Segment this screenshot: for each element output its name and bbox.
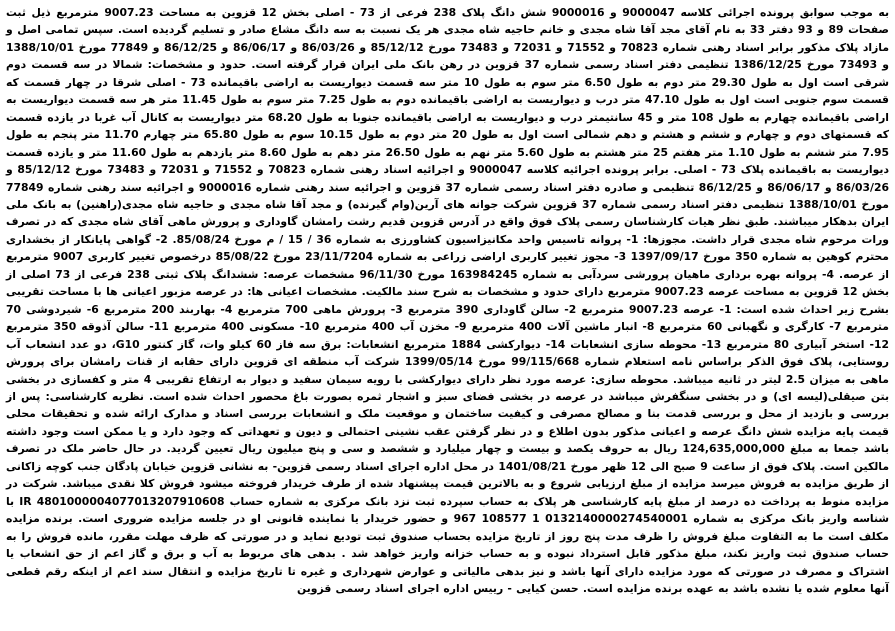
auction-notice-text: به موجب سوابق پرونده اجرائی کلاسه 9000047 و 9000016 شش دانگ پلاک 238 فرعی از 73 - اصلی بخش 12 قزوین به مساحت 9007.23 مترمربع ذیل ثبت صفحات 89 و 93 دفتر 33 به نام آقای مجد آقا شاه مجدی و خانم حاجیه شاه مجدی هر یک نسبت به سه دانگ مشاع صادر و تسلیم گردیده است. سپس تمامی اصل و مازاد پلاک مذکور برابر اسناد رهنی شماره 70823 و 71552 و 72031 و 73483 مورخ 85/12/12 و 86/03/26 و 86/06/17 و 86/12/25 و 77849 مورخ 1388/10/01 و 73493 مورخ 1386/12/25 تنظیمی دفتر اسناد رسمی شماره 37 قزوین در رهن بانک ملی ایران قرار گرفته است. حدود و مشخصات: شمالا در سه قسمت دوم شرقی است اول به طول 29.30 متر دوم به طول 6.50 متر سوم به طول 10 متر سه قسمت دیواریست به اراضی باقیمانده 73 - اصلی شرقا در چهار قسمت که قسمت سوم جنوبی است اول به طول 47.10 متر درب و دیواریست به اراضی باقیمانده دوم به طول 7.25 متر سوم به طول 11.45 متر هر سه قسمت دیواریست به اراضی باقیمانده چهارم به طول 108 متر و 45 سانتیمتر درب و دیواریست به اراضی باقیمانده جنوبا به طول 68.20 متر دیواریست به کانال آب غربا در یازده قسمت که قسمتهای دوم و چهارم و ششم و هشتم و دهم شمالی است اول به طول 20 متر دوم به طول 10.15 سوم به طول 65.80 متر چهارم 11.70 متر پنجم به طول 7.95 متر ششم به طول 1.10 متر هفتم 25 متر هشتم به طول 5.60 متر نهم به طول 26.50 متر دهم به طول 8.60 متر یازدهم به طول 11.60 متر و یازده قسمت دیواریست به باقیمانده پلاک 73 - اصلی. برابر پرونده اجرائیه کلاسه 9000047 و اجرائیه اسناد رهنی شماره 70823 و 71552 و 72031 و 73483 مورخ 85/12/12 و 86/03/26 و 86/06/17 و 86/12/25 تنظیمی و صادره دفتر اسناد رسمی شماره 37 قزوین و اجرائیه سند رهنی شماره 9000016 و اجرائیه سند رهنی شماره 77849 مورخ 1388/10/01 تنظیمی دفتر اسناد رسمی شماره 37 قزوین شرکت جوانه های آرین(وام گیرنده) و مجد آقا شاه مجدی و حاجیه شاه مجدی(راهنین) به بانک ملی ایران بدهکار میباشند. طبق نظر هیات کارشناسان رسمی پلاک فوق واقع در آدرس قزوین قدیم رشت رامشان گاوداری و پرورش ماهی آقای شاه مجدی که در تصرف ورات مرحوم شاه مجدی قرار داشت. مجوزها: 1- پروانه تاسیس واحد مکانیزاسیون کشاورزی به شماره 36 / 15 / م مورخ 85/08/24. 2- گواهی پایانکار از بخشداری محترم کوهین به شماره 350 مورخ 1397/09/17 3- مجوز تغییر کاربری اراضی زراعی به شماره 23/11/7204 مورخ 85/08/22 درخصوص تغییر کاربری 9007 مترمربع از عرصه. 4- پروانه بهره برداری ماهیان پرورشی سردآبی به شماره 163984245 مورخ 96/11/30 مشخصات عرصه: ششدانگ پلاک ثبتی 238 فرعی از 73 اصلی از بخش 12 قزوین به مساحت عرصه 9007.23 مترمربع دارای حدود و مشخصات به شرح سند مالکیت. مشخصات اعیانی ها: در عرصه مزبور اعیانی ها با مساحت تقریبی بشرح زیر احداث شده است: 1- عرصه 9007.23 مترمربع 2- سالن گاوداری 390 مترمربع 3- پرورش ماهی 700 مترمربع 4- بهاربند 200 مترمربع 6- شیردوشی 70 مترمربع 7- کارگری و نگهبانی 60 مترمربع 8- انبار ماشین آلات 400 مترمربع 9- مخزن آب 400 مترمربع 10- مسکونی 400 مترمربع 11- سالن آذوقه 350 مترمربع 12- استخر آبیاری 80 مترمربع 13- محوطه سازی انشعابات 14- دیوارکشی 1884 مترمربع انشعابات: برق سه فاز 60 کیلو وات، گاز کنتور G10، دو عدد انشعاب آب روستایی، پلاک فوق الذکر براساس نامه استعلام شماره 99/115/668 مورخ 1399/05/14 شرکت آب منطقه ای قزوین دارای حقابه از قنات رامشان برای پرورش ماهی به میزان 2.5 لیتر در ثانیه میباشد. محوطه سازی: عرصه مورد نظر دارای دیوارکشی با رویه سیمان سفید و دیوار به ارتفاع تقریبی 4 متر و کفسازی در بخشی بتن صیقلی(لیسه ای) و در بخشی سنگفرش میباشد در عرصه در بخشی فضای سبز و اشجار ثمره بصورت باغ محصور احداث شده است. نظریه کارشناسی: پس از بررسی و بازدید از محل و بررسی قدمت بنا و مصالح مصرفی و کیفیت ساختمان و موقعیت ملک و انشعابات بررسی اسناد و مدارک ارائه شده و تحقیقات محلی قیمت پایه مزایده شش دانگ عرصه و اعیانی مذکور بدون اطلاع و در نظر گرفتن عقب نشینی احتمالی و دیون و تعهداتی که وجود دارد و یا ممکن است وجود داشته باشد جمعا به مبلغ 124,635,000,000 ریال به حروف یکصد و بیست و چهار میلیارد و ششصد و سی و پنج میلیون ریال تعیین گردید. در حال حاضر ملک در تصرف مالکین است. پلاک فوق از ساعت 9 صبح الی 12 ظهر مورخ 1401/08/21 در محل اداره اجرای اسناد رسمی قزوین- به نشانی قزوین خیابان پادگان جنب کوچه زاکانی از طریق مزایده به فروش میرسد مزایده از مبلغ ارزیابی شروع و به بالاترین قیمت پیشنهاد شده از طرف خریدار فروخته میشود فروش کلا نقدی میباشد. شرکت در مزایده منوط به پرداخت ده درصد از مبلغ پایه کارشناسی هر پلاک به حساب سپرده ثبت نزد بانک مرکزی به شماره حساب 4801000004077013207910608 IR با شناسه واریز بانک مرکزی به شماره 0132140000274540001 1 108577 967 و حضور خریدار یا نماینده قانونی او در جلسه مزایده ضروری است. برنده مزایده مکلف است ما به التفاوت مبلغ فروش را ظرف مدت پنج روز از تاریخ مزایده بحساب صندوق ثبت تودیع نماید و در صورتی که ظرف مهلت مقرر، مانده فروش را به حساب صندوق ثبت واریز نکند، مبلغ مذکور قابل استرداد نبوده و به حساب خزانه واریز خواهد شد . بدهی های مربوط به آب و برق و گاز اعم از حق انشعاب یا اشتراک و مصرف در صورتی که مورد مزایده دارای آنها باشد و نیز بدهی مالیاتی و عوارض شهرداری و غیره تا تاریخ مزایده و انتقال سند اعم از اینکه رقم قطعی آنها معلوم شده یا نشده باشد به عهده برنده مزایده است. حسن کیایی - رییس اداره اجرای اسناد رسمی قزوین (6, 6, 890, 595)
